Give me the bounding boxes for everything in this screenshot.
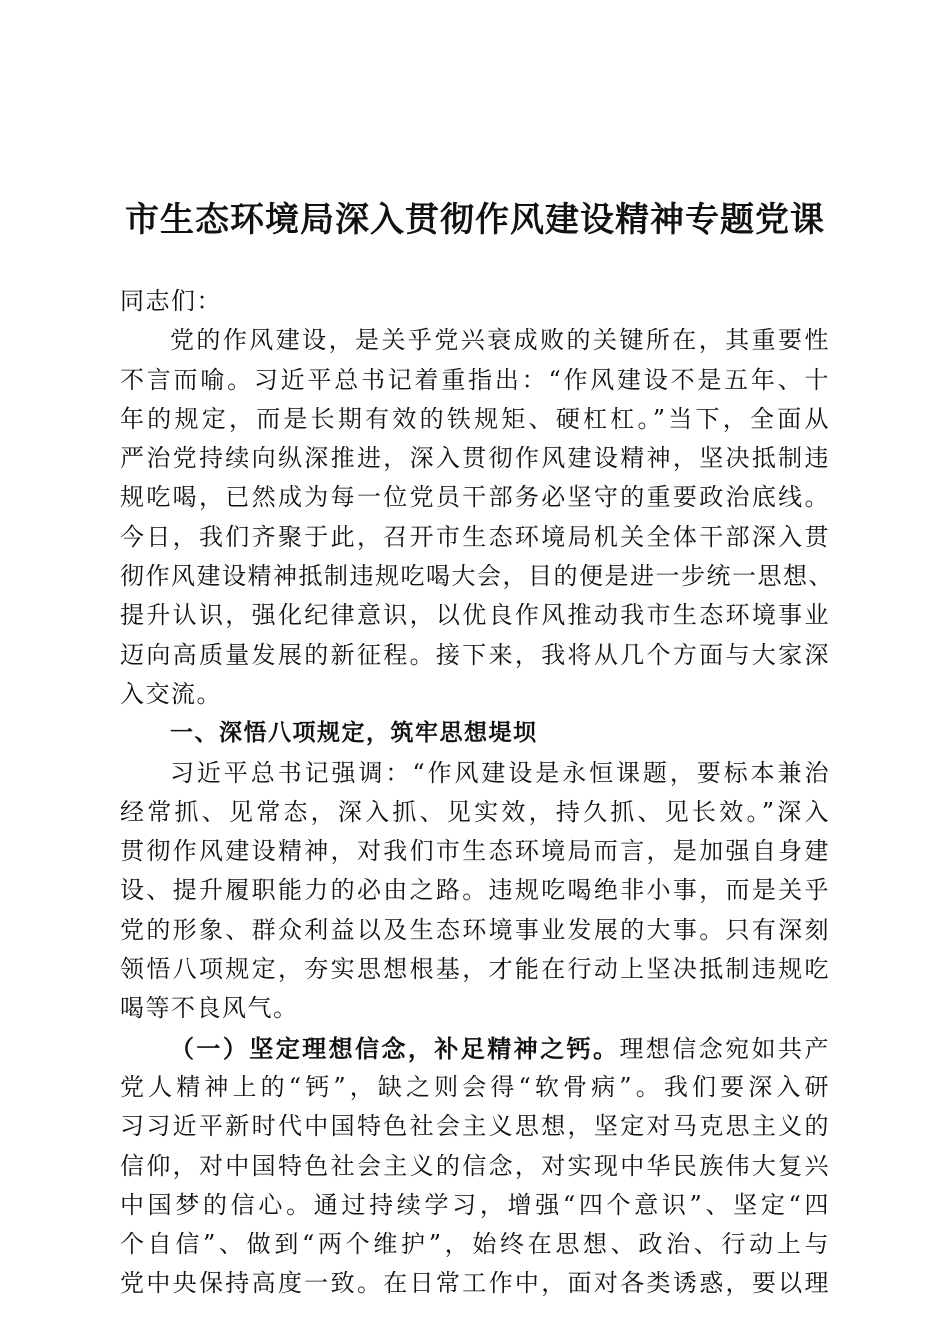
subsection-1-paragraph: [120, 1068, 830, 1304]
text-line: 领悟八项规定，夯实思想根基，才能在行动上坚决抵制违规吃: [120, 955, 830, 984]
text-line: 今日，我们齐聚于此，召开市生态环境局机关全体干部深入贯: [120, 522, 830, 551]
text-line: 提升认识，强化纪律意识，以优良作风推动我市生态环境事业: [120, 601, 830, 630]
section-heading-1: 一、深悟八项规定，筑牢思想堤坝: [170, 720, 538, 747]
text-line: 彻作风建设精神抵制违规吃喝大会，目的便是进一步统一思想、: [120, 562, 834, 591]
text-line: 设、提升履职能力的必由之路。违规吃喝绝非小事，而是关乎: [120, 876, 830, 905]
subsection-1-first-line: [120, 1029, 830, 1068]
document-title: 市生态环境局深入贯彻作风建设精神专题党课: [125, 200, 825, 240]
text-line: 喝等不良风气。: [120, 994, 299, 1023]
text-line: 规吃喝，已然成为每一位党员干部务必坚守的重要政治底线。: [120, 483, 830, 512]
text-line: 党人精神上的“钙”，缺之则会得“软骨病”。我们要深入研: [120, 1072, 830, 1101]
text-line: 习习近平新时代中国特色社会主义思想，坚定对马克思主义的: [120, 1112, 830, 1141]
subsection-1-first-rest: 理想信念宛如共产: [619, 1034, 830, 1063]
text-line: 中国梦的信心。通过持续学习，增强“四个意识”、坚定“四: [120, 1190, 830, 1219]
intro-paragraph: [120, 321, 834, 714]
text-line: 迈向高质量发展的新征程。接下来，我将从几个方面与大家深: [120, 640, 830, 669]
subsection-1-lead: （一）坚定理想信念，补足精神之钙。: [170, 1033, 620, 1063]
section1-paragraph: [120, 754, 830, 1029]
text-line: 党的形象、群众利益以及生态环境事业发展的大事。只有深刻: [120, 915, 830, 944]
text-line: 严治党持续向纵深推进，深入贯彻作风建设精神，坚决抵制违: [120, 444, 830, 473]
text-line: 贯彻作风建设精神，对我们市生态环境局而言，是加强自身建: [120, 837, 830, 866]
text-line: 个自信”、做到“两个维护”，始终在思想、政治、行动上与: [120, 1230, 830, 1259]
text-line: 入交流。: [120, 679, 222, 708]
text-line: 经常抓、见常态，深入抓、见实效，持久抓、见长效。”深入: [120, 797, 830, 826]
text-line: 党的作风建设，是关乎党兴衰成败的关键所在，其重要性: [170, 326, 830, 355]
text-line: 信仰，对中国特色社会主义的信念，对实现中华民族伟大复兴: [120, 1151, 830, 1180]
text-line: 不言而喻。习近平总书记着重指出：“作风建设不是五年、十: [120, 365, 830, 394]
text-line: 习近平总书记强调：“作风建设是永恒课题，要标本兼治: [170, 758, 830, 787]
text-line: 党中央保持高度一致。在日常工作中，面对各类诱惑，要以理: [120, 1269, 830, 1298]
salutation: 同志们：: [120, 287, 222, 315]
text-line: 年的规定，而是长期有效的铁规矩、硬杠杠。”当下，全面从: [120, 404, 830, 433]
document-body: [120, 282, 834, 1304]
